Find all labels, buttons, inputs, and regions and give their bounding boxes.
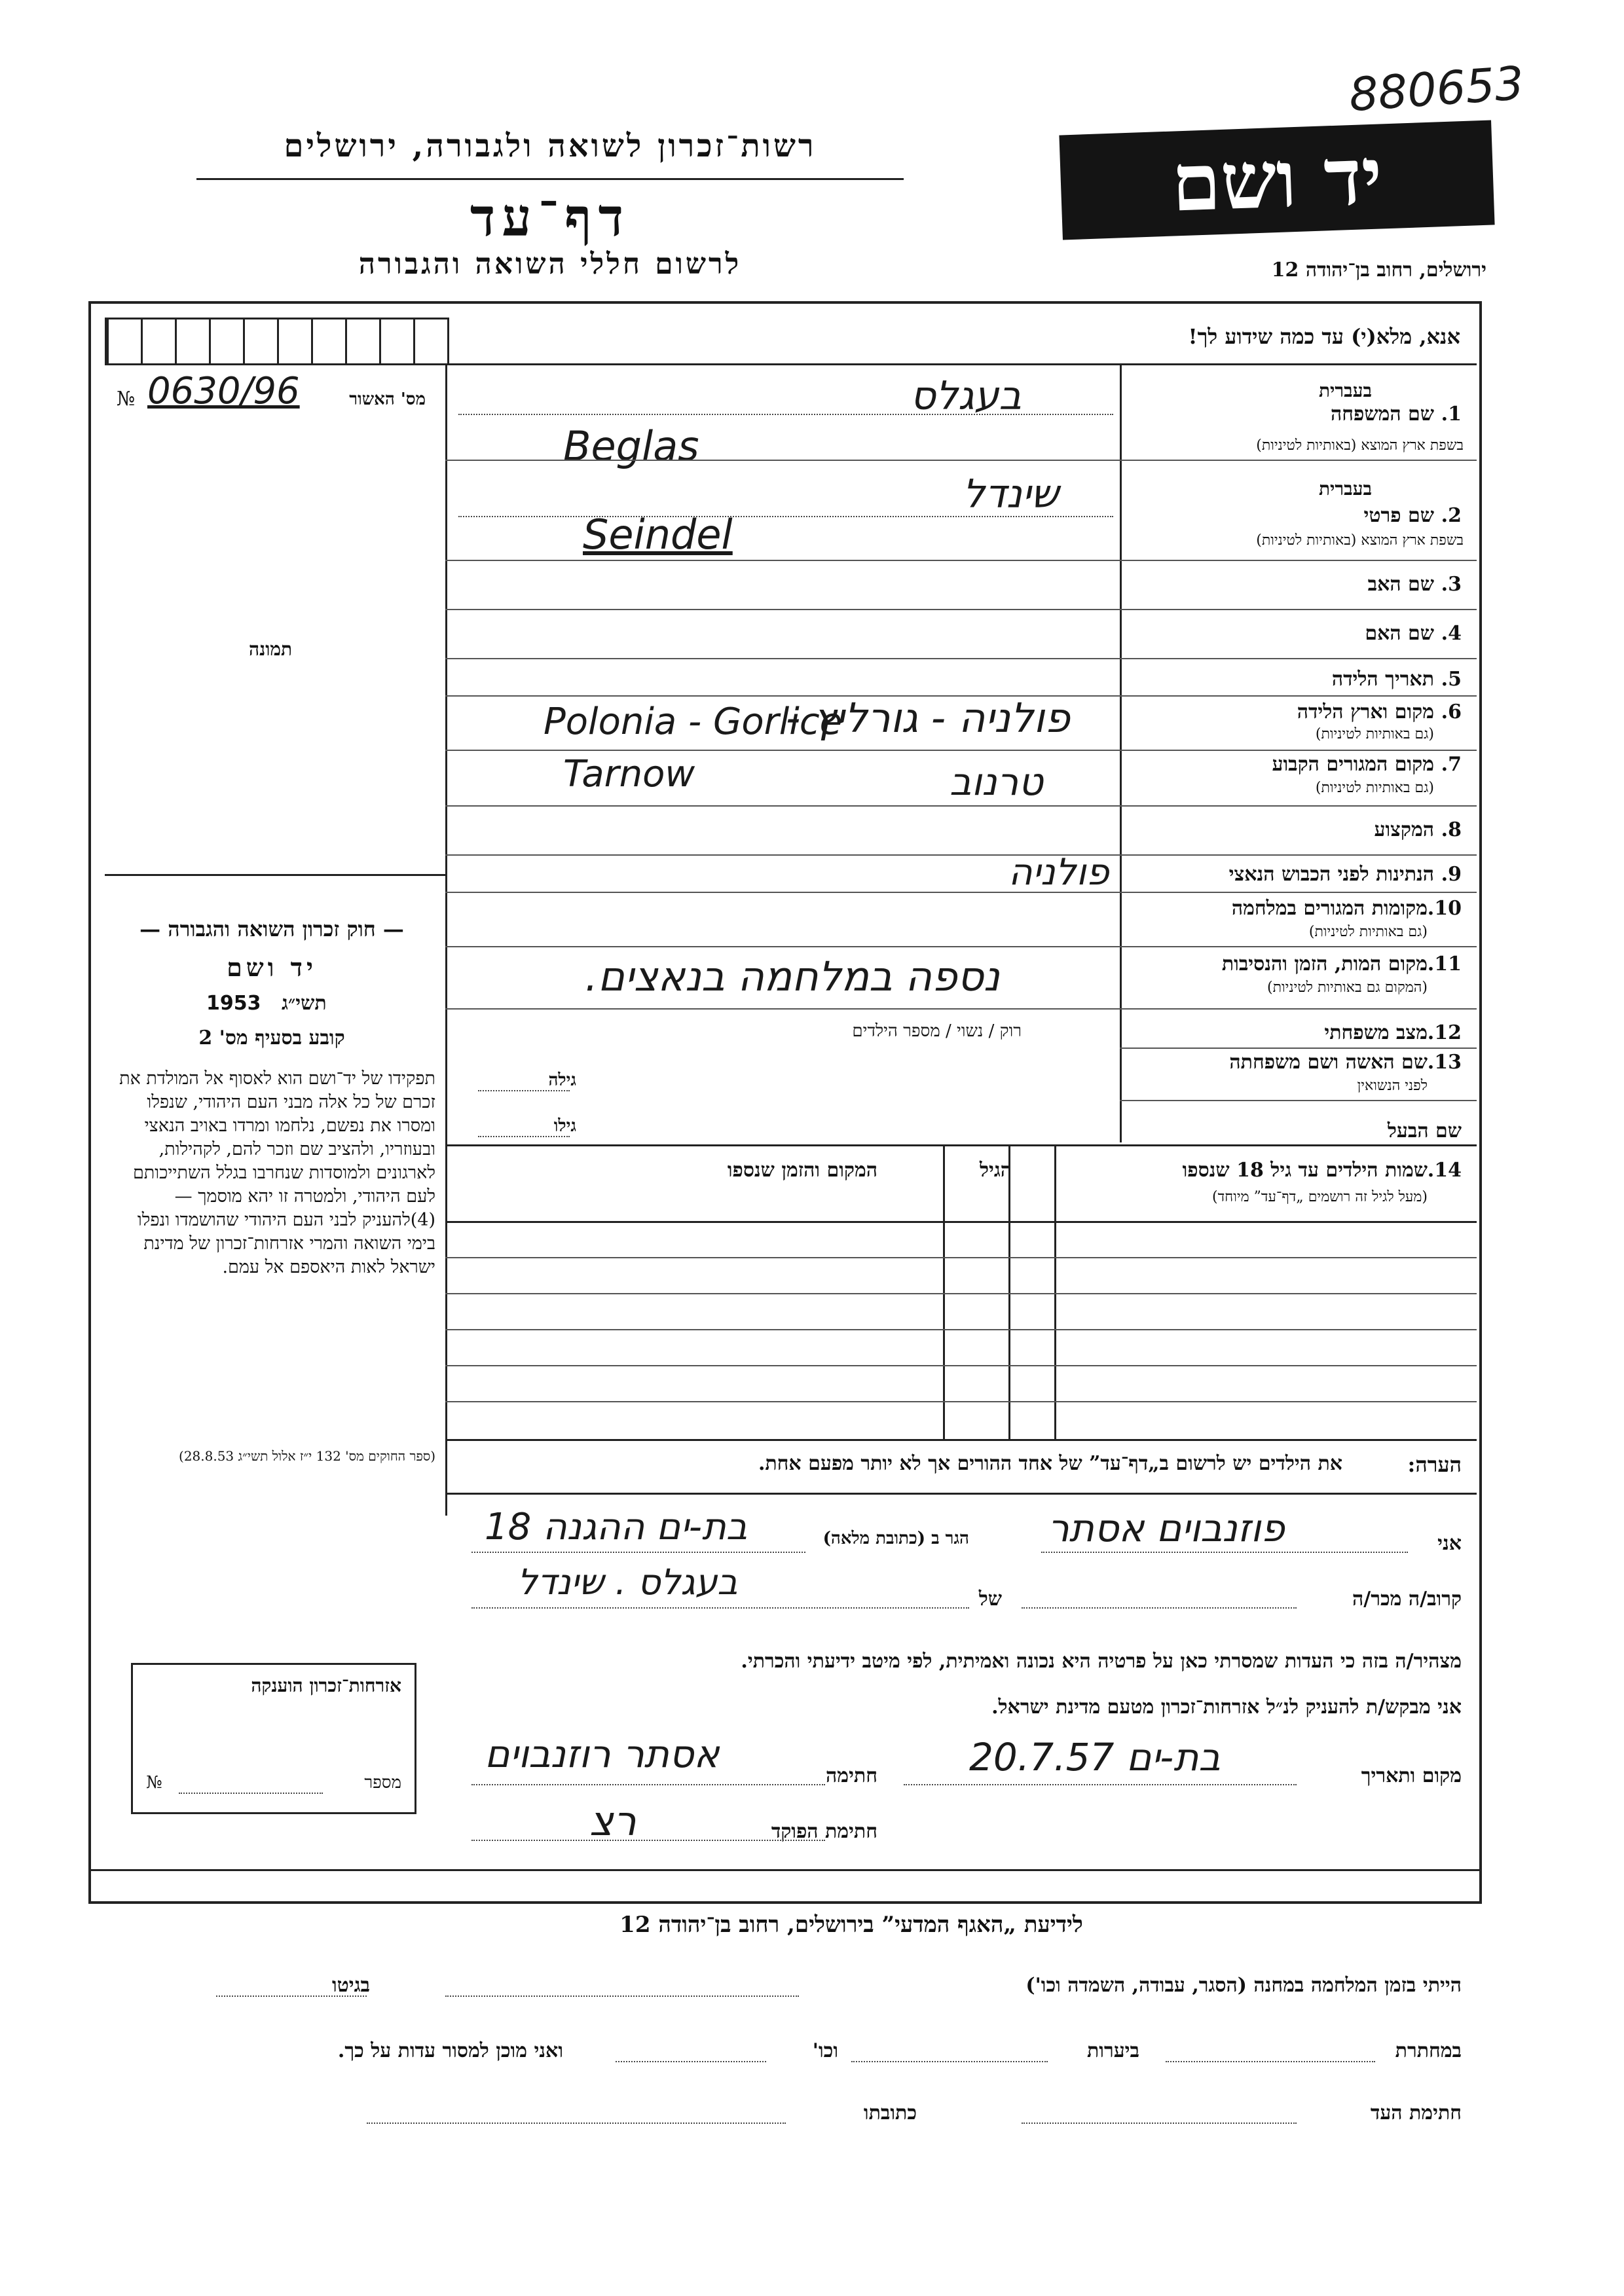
witness-signature-label: חתימת העד: [1370, 2102, 1462, 2124]
ghetto-label: בגיטו: [331, 1974, 370, 1997]
declaration-text: מצהיר/ה בזה כי העדות שמסרתי כאן על פרטיה היא נכונה ואמיתית, לפי מיטב ידיעתי והכרתי.: [741, 1650, 1462, 1673]
col-age-header: הגיל: [979, 1159, 1012, 1182]
q9-label: הנתינות לפני הכבוש הנאצי: [1228, 863, 1434, 886]
q11-value: נספה במלחמה בנאצים.: [585, 953, 1000, 1000]
q1-hebrew-label: בעברית: [1318, 380, 1372, 401]
declarant-name: פוזנבוים אסתר: [1048, 1506, 1285, 1550]
relative-label: קרוב/ה מכר/ה: [1352, 1588, 1462, 1611]
etc-label: וכו': [812, 2039, 838, 2062]
q11-number: 11.: [1427, 953, 1462, 975]
law-body: תפקידו של יד־ושם הוא לאסוף אל המולדת את זכרם של כל אלה מבני העם היהודי, שנפלו ומסרו את נפשם, נלחמו ומרדו באויב הנאצי ובעוזריו, ולהציב שם וזכר להם, לקהילות, לארגונים ולמוסדות שנחרבו בגלל השתייכותם לעם היהודי, ולמטרה זו יהא מוסמך — (4)להעניק לבני העם היהודי שהושמדו ונפלו בימי השואה והמרי אזרחות־זכרון של מדינת ישראל לאות היאספם אל עמם.: [119, 1068, 435, 1277]
col-place-header: המקום והזמן שנספו: [727, 1159, 877, 1182]
q1-label: שם המשפחה: [1330, 403, 1434, 426]
q5-number: 5.: [1441, 668, 1462, 691]
q9-number: 9.: [1441, 863, 1462, 886]
q10-label: מקומות המגורים במלחמה: [1231, 897, 1428, 920]
logo-text: יד ושם: [1170, 130, 1384, 230]
certificate-title: אזרחות־זכרון הוענקה: [251, 1675, 401, 1696]
q1-sub: בשפת ארץ המוצא (באותיות לטיניות): [1256, 437, 1464, 454]
q2-latin-value: Seindel: [583, 511, 733, 558]
q3-number: 3.: [1441, 573, 1462, 596]
certificate-number-label: מספר: [364, 1773, 401, 1793]
q1-number: 1.: [1441, 403, 1462, 426]
photo-label: תמונה: [249, 638, 293, 660]
residing-label: הגר ב (כתובת מלאה): [822, 1529, 969, 1548]
certificate-box: [131, 1663, 416, 1814]
request-text: אני מבקש/ת להעניק לנ״ל אזרחות־זכרון מטעם מדינת ישראל.: [991, 1696, 1462, 1719]
q4-number: 4.: [1441, 622, 1462, 645]
of-value: בעגלס . שינדל: [517, 1561, 738, 1603]
q9-value: פולניה: [1008, 851, 1109, 894]
approval-number: 0630/96: [147, 370, 300, 412]
declarant-address: בת-ים ההגנה 18: [485, 1506, 748, 1548]
q2-label: שם פרטי: [1363, 504, 1434, 527]
archive-number: 880653: [1347, 56, 1526, 122]
q10-number: 10.: [1427, 897, 1462, 920]
authority-name: רשות־זכרון לשואה ולגבורה, ירושלים: [284, 128, 817, 164]
certificate-symbol: №: [146, 1773, 162, 1793]
law-section: קובע בסעיף מס' 2: [198, 1027, 345, 1049]
signature-value: אסתר רוזנבוים: [485, 1732, 720, 1776]
header-address: ירושלים, רחוב בן־יהודה 12: [1271, 259, 1486, 282]
q1-latin-value: Beglas: [563, 422, 699, 470]
q6-number: 6.: [1441, 701, 1462, 723]
q7-number: 7.: [1441, 753, 1462, 776]
q6-value-hebrew: פולניה - גורליץ -: [786, 694, 1070, 742]
forest-label: ביערות: [1086, 2039, 1139, 2062]
signature-label: חתימה: [826, 1764, 877, 1787]
witness-address-label: כתובתו: [863, 2102, 917, 2124]
q7-value-hebrew: טרנוב: [950, 759, 1043, 804]
q12-options: רוק / נשוי / מספר הילדים: [852, 1021, 1022, 1041]
ready-label: ואני מוכן למסור עדות על כך.: [337, 2039, 563, 2062]
q10-sub: (גם באותיות לטיניות): [1308, 924, 1428, 940]
law-year: 1953: [206, 992, 261, 1015]
q6-sub: (גם באותיות לטיניות): [1315, 726, 1434, 742]
q2-number: 2.: [1441, 504, 1462, 527]
q12-label: מצב משפחתי: [1324, 1021, 1428, 1044]
q11-label: מקום המות, הזמן והנסיבות: [1221, 953, 1428, 975]
q14-number: 14.: [1427, 1159, 1462, 1182]
instruction: אנא, מלא(י) עד כמה שידוע לך!: [1188, 324, 1460, 349]
law-title: — חוק זכרון השואה והגבורה —: [139, 917, 404, 941]
footer-line1: הייתי בזמן המלחמה במחנה (הסגר, עבודה, השמדה וכו'): [1025, 1974, 1462, 1997]
q8-label: המקצוע: [1374, 818, 1434, 841]
q14-label: שמות הילדים עד גיל 18 שנספו: [1182, 1159, 1428, 1182]
place-date-value: בת-ים 20.7.57: [969, 1735, 1221, 1779]
of-label: של: [978, 1588, 1002, 1611]
law-citation: (ספר החוקים מס' 132 י״ז אלול תשי״ג 28.8.53): [179, 1448, 435, 1464]
q6-label: מקום וארץ הלידה: [1297, 701, 1434, 723]
approval-symbol: №: [117, 388, 136, 410]
q7-value-latin: Tarnow: [563, 753, 695, 795]
law-year-hebrew: תשי״ג: [282, 992, 327, 1015]
note-label: הערה:: [1407, 1452, 1462, 1477]
q13-sub: לפני הנשואין: [1357, 1078, 1428, 1094]
note-text: את הילדים יש לרשום ב„דף־עד” של אחד ההורים אך לא יותר מפעם אחת.: [758, 1452, 1342, 1475]
form-subtitle: לרשום חללי השואה והגבורה: [358, 247, 742, 281]
hiding-label: במחתרת: [1395, 2039, 1462, 2062]
q12-number: 12.: [1427, 1021, 1462, 1044]
q7-label: מקום המגורים הקבוע: [1272, 753, 1434, 776]
q8-number: 8.: [1441, 818, 1462, 841]
approval-label: מס' האשור: [349, 390, 426, 409]
husband-label: שם הבעל: [1387, 1120, 1462, 1142]
place-date-label: מקום ותאריך: [1361, 1764, 1462, 1787]
yad-vashem-logo: [1059, 120, 1494, 240]
header-underline: [196, 178, 904, 180]
approval-boxes: [105, 318, 449, 365]
declarant-i-label: אני: [1437, 1532, 1462, 1555]
q7-sub: (גם באותיות לטיניות): [1315, 780, 1434, 796]
q2-hebrew-value: שינדל: [963, 471, 1059, 517]
q2-sub: בשפת ארץ המוצא (באותיות לטיניות): [1256, 532, 1464, 549]
footer-title: לידיעת „האגף המדעי” בירושלים, רחוב בן־יהודה 12: [619, 1912, 1083, 1938]
law-name: יד ושם: [227, 953, 317, 982]
husband-age-label: גילו: [553, 1116, 576, 1136]
q3-label: שם האב: [1367, 573, 1434, 596]
q2-hebrew-label: בעברית: [1318, 478, 1372, 500]
q6-value-latin: Polonia - Gorlice: [544, 701, 843, 743]
q14-sub: (מעל לגיל זה רושמים „דף־עד” מיוחד): [1212, 1189, 1428, 1205]
q13-age-label: גילה: [548, 1070, 576, 1090]
q11-sub: (המקום גם באותיות לטיניות): [1267, 979, 1428, 996]
q5-label: תאריך הלידה: [1331, 668, 1434, 691]
official-signature-value: רצ: [589, 1797, 637, 1845]
form-title: דף־עד: [470, 187, 631, 248]
official-signature-label: חתימת הפוקד: [771, 1820, 877, 1843]
q1-hebrew-value: בעגלס: [910, 373, 1022, 419]
q13-number: 13.: [1427, 1051, 1462, 1074]
q13-label: שם האשה ושם משפחתה: [1229, 1051, 1428, 1074]
q4-label: שם האם: [1365, 622, 1434, 645]
